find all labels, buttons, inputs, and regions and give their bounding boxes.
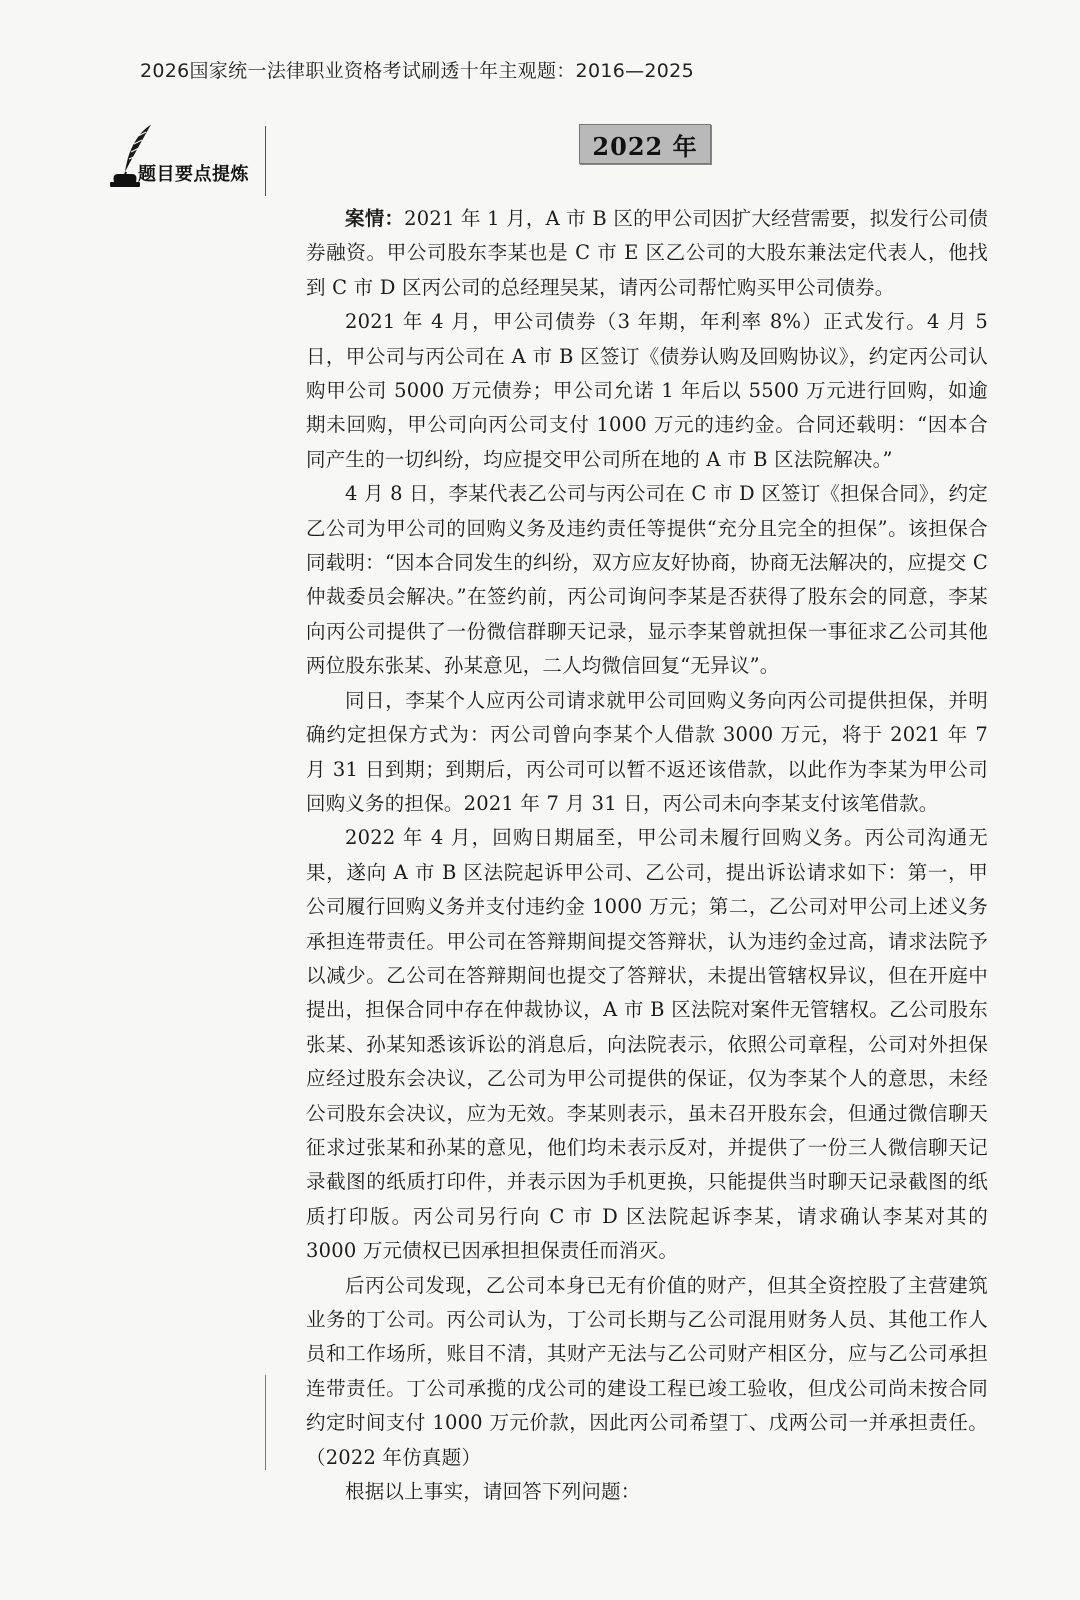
- case-body: [306, 202, 988, 1509]
- paragraph-question-prompt: 根据以上事实，请回答下列问题：: [345, 1480, 641, 1504]
- year-title: 2022 年: [579, 124, 711, 164]
- case-intro-paragraph: [306, 202, 988, 305]
- key-points-label: 题目要点提炼: [138, 164, 249, 185]
- paragraph-bond-issue: 2021 年 4 月，甲公司债券（3 年期，年利率 8%）正式发行。4 月 5 日，甲公司与丙公司在 A 市 B 区签订《债券认购及回购协议》，约定丙公司认购甲公司 5000 万元债券；甲公司允诺 1 年后以 5500 万元进行回购，如逾期未回购，甲公司向丙公司支付 1000 万元的违约金。合同还载明：“因本合同产生的一切纠纷，均应提交甲公司所在地的 A 市 B 区法院解决。”: [306, 310, 988, 471]
- paragraph-personal-guarantee: 同日，李某个人应丙公司请求就甲公司回购义务向丙公司提供担保，并明确约定担保方式为：丙公司曾向李某个人借款 3000 万元，将于 2021 年 7 月 31 日到期；到期后，丙公司可以暂不返还该借款，以此作为李某为甲公司回购义务的担保。2021 年 7 月 31 日，丙公司未向李某支付该笔借款。: [306, 688, 988, 815]
- paragraph-subsidiary: 后丙公司发现，乙公司本身已无有价值的财产，但其全资控股了主营建筑业务的丁公司。丙公司认为，丁公司长期与乙公司混用财务人员、其他工作人员和工作场所，账目不清，其财产无法与乙公司财产相区分，应与乙公司承担连带责任。丁公司承揽的戊公司的建设工程已竣工验收，但戊公司尚未按合同约定时间支付 1000 万元价款，因此丙公司希望丁、戊两公司一并承担责任。（2022 年仿真题）: [306, 1273, 988, 1469]
- key-points-tag: [108, 122, 264, 194]
- margin-rule-top: [265, 126, 266, 196]
- paragraph-guarantee-contract: 4 月 8 日，李某代表乙公司与丙公司在 C 市 D 区签订《担保合同》，约定乙公司为甲公司的回购义务及违约责任等提供“充分且完全的担保”。该担保合同载明：“因本合同发生的纠纷，双方应友好协商，协商无法解决的，应提交 C 仲裁委员会解决。”在签约前，丙公司询问李某是否获得了股东会的同意，李某向丙公司提供了一份微信群聊天记录，显示李某曾就担保一事征求乙公司其他两位股东张某、孙某意见，二人均微信回复“无异议”。: [306, 482, 988, 678]
- case-intro-text: 2021 年 1 月，A 市 B 区的甲公司因扩大经营需要，拟发行公司债券融资。甲公司股东李某也是 C 市 E 区乙公司的大股东兼法定代表人，他找到 C 市 D 区丙公司的总经理吴某，请丙公司帮忙购买甲公司债券。: [306, 207, 988, 299]
- margin-rule-bottom: [265, 1375, 266, 1470]
- paragraph-litigation: 2022 年 4 月，回购日期届至，甲公司未履行回购义务。丙公司沟通无果，遂向 A 市 B 区法院起诉甲公司、乙公司，提出诉讼请求如下：第一，甲公司履行回购义务并支付违约金 1000 万元；第二，乙公司对甲公司上述义务承担连带责任。甲公司在答辩期间提交答辩状，认为违约金过高，请求法院予以减少。乙公司在答辩期间也提交了答辩状，未提出管辖权异议，但在开庭中提出，担保合同中存在仲裁协议，A 市 B 区法院对案件无管辖权。乙公司股东张某、孙某知悉该诉讼的消息后，向法院表示，依照公司章程，公司对外担保应经过股东会决议，乙公司为甲公司提供的保证，仅为李某个人的意思，未经公司股东会决议，应为无效。李某则表示，虽未召开股东会，但通过微信聊天征求过张某和孙某的意见，他们均未表示反对，并提供了一份三人微信聊天记录截图的纸质打印件，并表示因为手机更换，只能提供当时聊天记录截图的纸质打印版。丙公司另行向 C 市 D 区法院起诉李某，请求确认李某对其的 3000 万元债权已因承担担保责任而消灭。: [306, 826, 988, 1263]
- case-label: 案情：: [345, 207, 405, 230]
- running-header: 2026国家统一法律职业资格考试刷透十年主观题：2016—2025: [140, 60, 694, 82]
